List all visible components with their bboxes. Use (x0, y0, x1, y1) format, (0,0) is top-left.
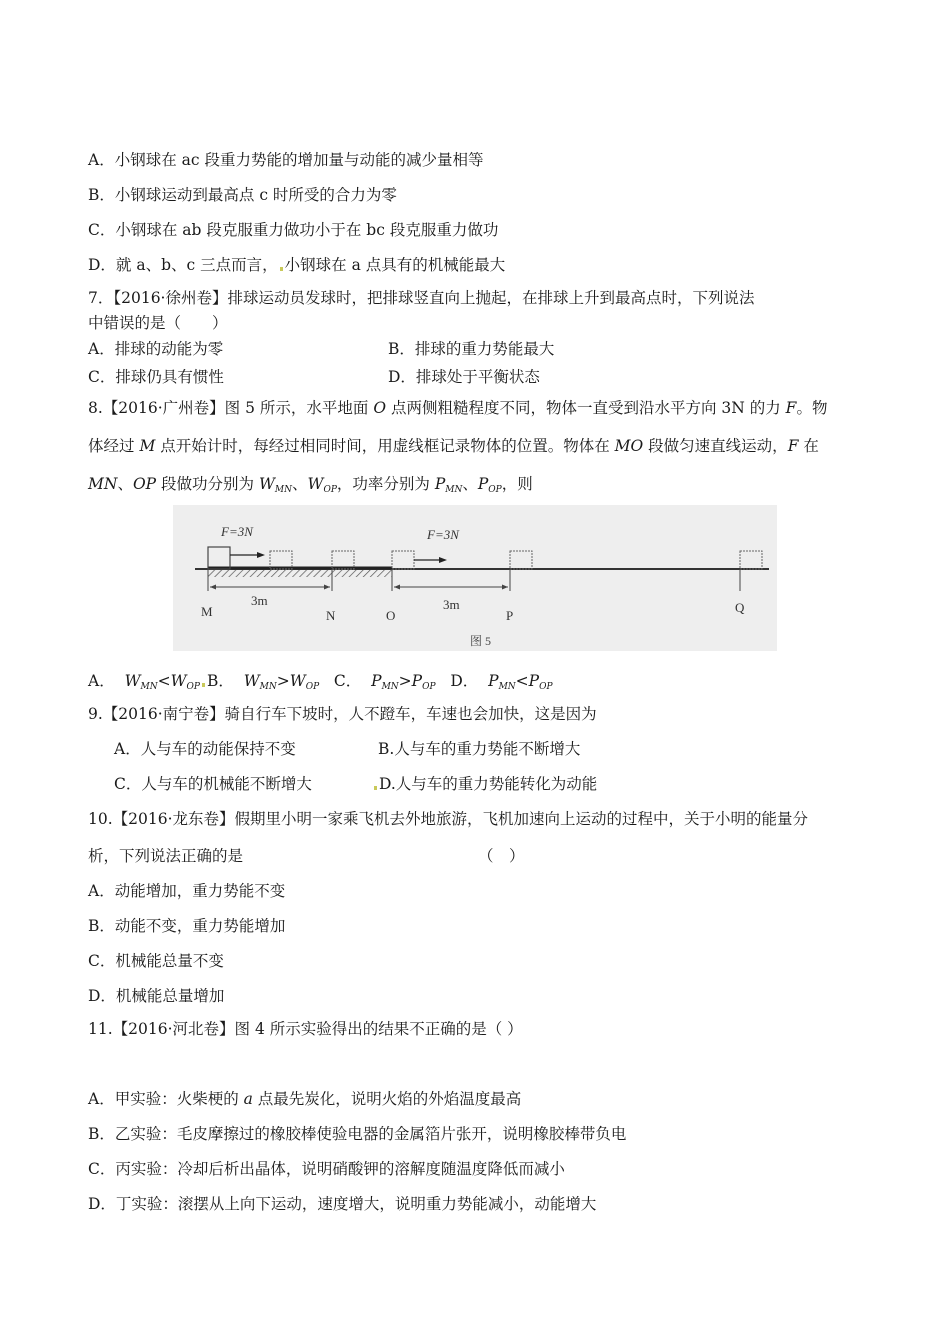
force-label-2: F=3N (427, 527, 459, 542)
q10-option-b: B．动能不变，重力势能增加 (88, 917, 286, 935)
q8-stem-line2: 体经过 M 点开始计时，每经过相同时间，用虚线框记录物体的位置。物体在 MO 段做匀速直线运动，F 在 (88, 437, 819, 455)
q6-option-c: C．小钢球在 ab 段克服重力做功小于在 bc 段克服重力做功 (88, 221, 499, 239)
point-label-n: N (326, 608, 336, 623)
figure-caption: 图 5 (470, 634, 492, 648)
q7-stem-line2: 中错误的是（ ） (88, 314, 228, 332)
q8-stem-line1: 8.【2016·广州卷】图 5 所示，水平地面 O 点两侧粗糙程度不同，物体一直受到沿水平方向 3N 的力 F。物 (88, 399, 828, 417)
q7-option-c: C．排球仍具有惯性 (88, 368, 224, 386)
point-label-p: P (506, 608, 514, 623)
q11-option-b: B．乙实验：毛皮摩擦过的橡胶棒使验电器的金属箔片张开，说明橡胶棒带负电 (88, 1125, 627, 1143)
q6-option-b: B．小钢球运动到最高点 c 时所受的合力为零 (88, 186, 397, 204)
q9-option-a: A．人与车的动能保持不变 (114, 740, 296, 758)
mark-dot (202, 683, 205, 687)
figure-5-diagram (173, 505, 777, 651)
q7-option-a: A．排球的动能为零 (88, 340, 224, 358)
point-label-q: Q (735, 600, 745, 615)
q7-stem-line1: 7．【2016·徐州卷】排球运动员发球时，把排球竖直向上抛起，在排球上升到最高点时，下列说法 (88, 289, 755, 307)
q11-option-c: C．丙实验：冷却后析出晶体，说明硝酸钾的溶解度随温度降低而减小 (88, 1160, 565, 1178)
q9-stem: 9.【2016·南宁卷】骑自行车下坡时，人不蹬车，车速也会加快，这是因为 (88, 705, 597, 723)
distance-label-op: 3m (443, 597, 460, 612)
q9-option-d: D.人与车的重力势能转化为动能 (372, 774, 597, 794)
q10-option-c: C．机械能总量不变 (88, 952, 224, 970)
q8-options: A． $W_{MN}<W_{OP}$ B． $W_{MN}>W_{OP}$ C． $P_{MN}>P_{OP}$ D． $P_{MN}<P_{OP}$ (88, 672, 553, 692)
q7-option-d: D．排球处于平衡状态 (388, 368, 540, 386)
q10-option-d: D．机械能总量增加 (88, 987, 225, 1005)
q10-option-a: A．动能增加，重力势能不变 (88, 882, 286, 900)
q7-option-b: B．排球的重力势能最大 (388, 340, 555, 358)
force-label-1: F=3N (221, 524, 253, 539)
q6-option-d: D．就 a、b、c 三点而言， 小钢球在 a 点具有的机械能最大 (88, 256, 506, 274)
q11-stem: 11.【2016·河北卷】图 4 所示实验得出的结果不正确的是（ ） (88, 1020, 523, 1038)
figure-background (173, 505, 777, 651)
q10-answer-paren: （ ） (478, 847, 525, 865)
mark-dot (374, 786, 377, 790)
q11-option-a: A．甲实验：火柴梗的 a 点最先炭化，说明火焰的外焰温度最高 (88, 1090, 522, 1108)
q10-stem-line1: 10.【2016·龙东卷】假期里小明一家乘飞机去外地旅游，飞机加速向上运动的过程中，关于小明的能量分 (88, 810, 809, 828)
q11-option-d: D．丁实验：滚摆从上向下运动，速度增大，说明重力势能减小，动能增大 (88, 1195, 597, 1213)
q8-stem-line3: MN、OP 段做功分别为 $W_{MN}$、$W_{OP}$，功率分别为 $P_{MN}$、$P_{OP}$，则 (88, 475, 533, 495)
q10-stem-line2: 析，下列说法正确的是 (88, 847, 244, 865)
q6-option-a: A．小钢球在 ac 段重力势能的增加量与动能的减少量相等 (88, 151, 484, 169)
point-label-o: O (386, 608, 396, 623)
mark-dot (280, 267, 283, 271)
q9-option-b: B.人与车的重力势能不断增大 (378, 740, 581, 758)
distance-label-mn: 3m (251, 593, 268, 608)
point-label-m: M (201, 604, 213, 619)
q9-option-c: C．人与车的机械能不断增大 (114, 775, 312, 793)
